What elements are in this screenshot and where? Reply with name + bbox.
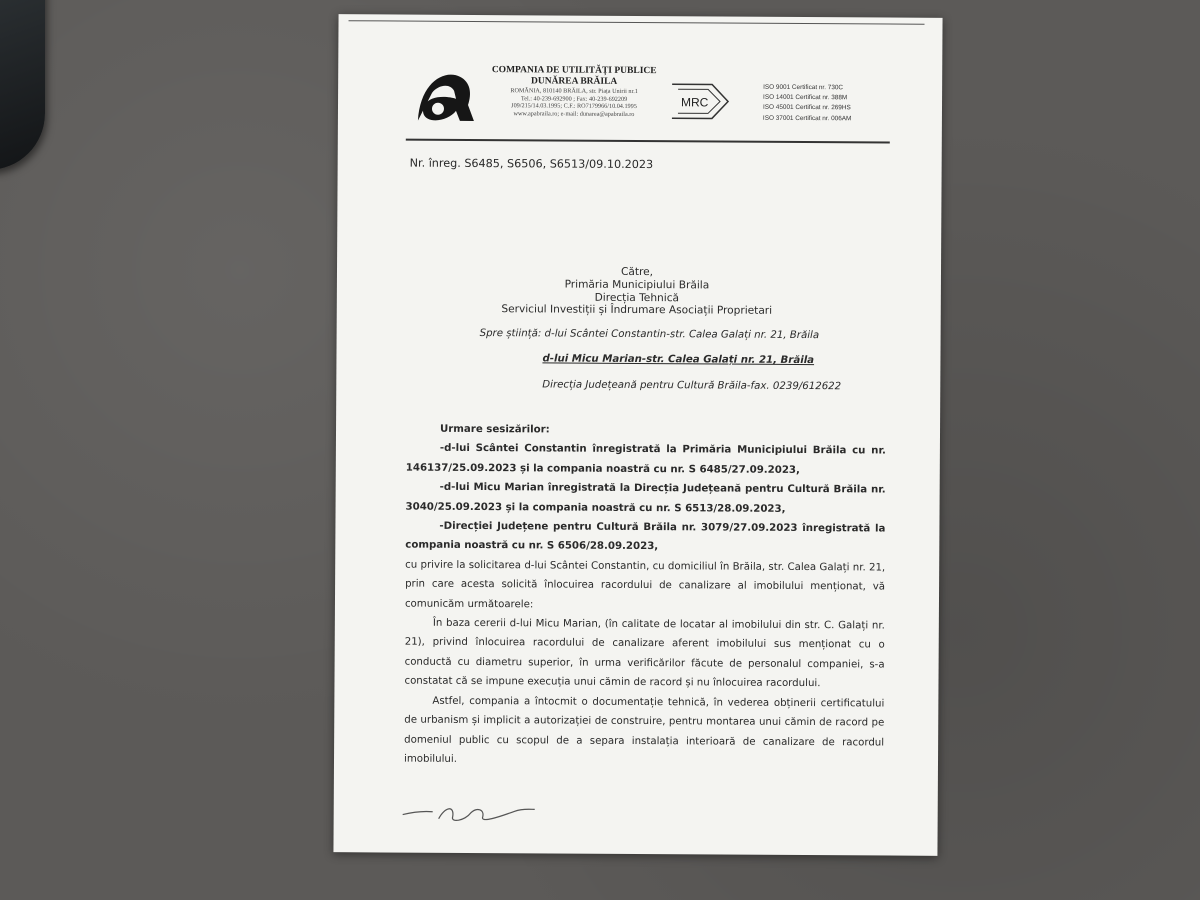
recipient-line: Către, bbox=[620, 265, 654, 279]
paragraph-2: În baza cererii d-lui Micu Marian, (în calitate de locatar al imobilului din str. C. Galați nr. 21), privind înlocuirea racordului de canalizare aferent imobilului sus menționat cu o conductă cu diametru superior, în urma verificărilor făcute de personalul companiei, s-a constatat că se impune execuția unui cămin de racord și nu înlocuirea racordului. bbox=[404, 617, 885, 690]
attention-line-2: d-lui Micu Marian-str. Calea Galați nr. 21, Brăila bbox=[542, 353, 815, 367]
attention-line-3: Direcția Județeană pentru Cultură Brăila-fax. 0239/612622 bbox=[542, 379, 842, 393]
letter-document bbox=[333, 14, 942, 856]
dark-object-corner bbox=[0, 0, 45, 170]
company-registration: J09/215/14.03.1995; C.F.: RO7179966/10.04.1995 bbox=[511, 102, 637, 111]
complaint-item-2: -d-lui Micu Marian înregistrată la Direcția Județeană pentru Cultură Brăila nr. 3040/25.09.2023 și la compania noastră cu nr. S 6513/28.09.2023, bbox=[405, 482, 886, 515]
attention-line-1: Spre știință: d-lui Scântei Constantin-str. Calea Galați nr. 21, Brăila bbox=[479, 328, 820, 342]
iso-line: ISO 9001 Certificat nr. 730C bbox=[763, 83, 844, 92]
recipient-line: Primăria Municipiului Brăila bbox=[564, 278, 710, 292]
recipient-block bbox=[457, 265, 817, 318]
letterhead bbox=[338, 54, 942, 138]
company-name-line1: COMPANIA DE UTILITĂȚI PUBLICE bbox=[491, 65, 657, 77]
header-divider bbox=[406, 139, 890, 144]
company-phone: Tel.: 40-239-692900 ; Fax: 40-239-692209 bbox=[520, 94, 628, 103]
recipient-line: Direcția Tehnică bbox=[594, 291, 680, 304]
company-web: www.apabraila.ro; e-mail: dunarea@apabraila.ro bbox=[513, 110, 635, 118]
company-info bbox=[486, 65, 662, 118]
iso-line: ISO 37001 Certificat nr. 006AM bbox=[762, 114, 852, 122]
letter-body bbox=[404, 420, 886, 772]
company-name-line2: DUNĂREA BRĂILA bbox=[530, 76, 618, 87]
paragraph-1: cu privire la solicitarea d-lui Scântei Constantin, cu domiciliul în Brăila, str. Calea Galați nr. 21, prin care acesta solicită înlocuirea racordului de canalizare al imobilului menționat, vă comunicăm următoarele: bbox=[404, 559, 886, 611]
complaint-item-1: -d-lui Scântei Constantin înregistrată la Primăria Municipiului Brăila cu nr. 146137/25.09.2023 și la compania noastră cu nr. S 6485/27.09.2023, bbox=[405, 443, 886, 476]
complaint-item-3: -Direcției Județene pentru Cultură Brăila nr. 3079/27.09.2023 înregistrată la compania noastră cu nr. S 6506/28.09.2023, bbox=[405, 520, 886, 553]
top-rule bbox=[349, 20, 925, 25]
recipient-line: Serviciul Investiții și Îndrumare Asociații Proprietari bbox=[501, 303, 773, 318]
iso-line: ISO 14001 Certificat nr. 388M bbox=[763, 93, 848, 102]
iso-line: ISO 45001 Certificat nr. 269HS bbox=[762, 104, 851, 112]
company-address: ROMÂNIA, 810140 BRĂILA, str. Piața Unirii nr.1 bbox=[510, 87, 638, 95]
intro-heading: Urmare sesizărilor: bbox=[439, 423, 550, 436]
company-logo bbox=[410, 63, 480, 125]
iso-certifications bbox=[763, 83, 883, 125]
registration-number: Nr. înreg. S6485, S6506, S6513/09.10.2023 bbox=[409, 156, 654, 172]
mrc-logo bbox=[668, 78, 732, 124]
handwritten-signature bbox=[399, 797, 539, 828]
mrc-text: MRC bbox=[680, 95, 709, 110]
paragraph-3: Astfel, compania a întocmit o documentație tehnică, în vederea obținerii certificatului de urbanism și implicit a autorizației de construire, pentru montarea unui cămin de racord pe domeniul public cu scopul de a separa instalația interioară de canalizare de racordul imobilului. bbox=[403, 695, 885, 765]
